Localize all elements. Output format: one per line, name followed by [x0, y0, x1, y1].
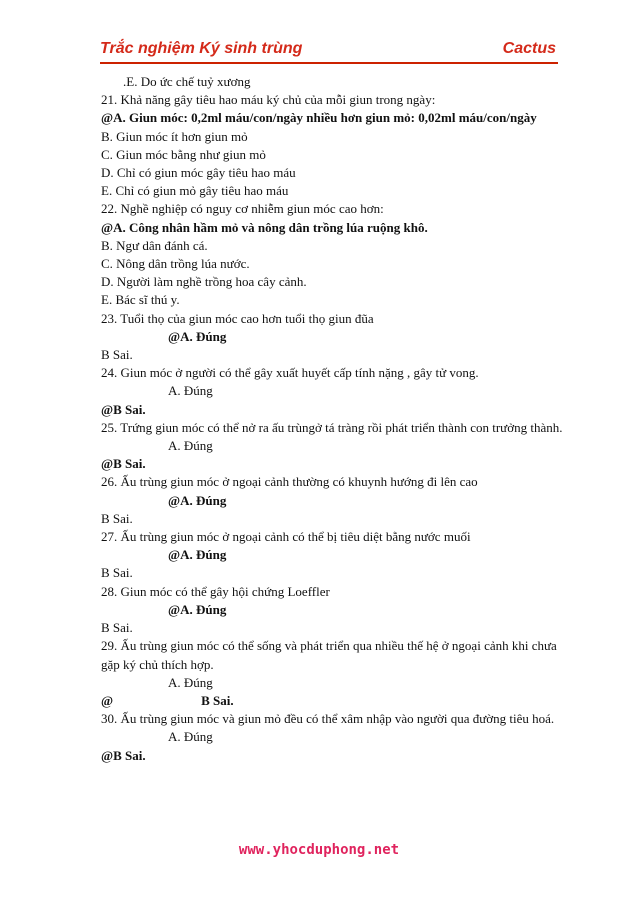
answer-option: B Sai. [101, 510, 133, 526]
question-21: 21. Khả năng gây tiêu hao máu ký chủ của mỗi giun trong ngày: [101, 92, 436, 108]
answer-option: A. Đúng [168, 383, 213, 399]
page-header [100, 40, 558, 64]
answer-option: A. Đúng [168, 674, 213, 690]
answer-option: C. Giun móc bằng như giun mỏ [101, 146, 266, 162]
answer-option: C. Nông dân trồng lúa nước. [101, 256, 250, 272]
correct-answer: @A. Công nhân hầm mỏ và nông dân trồng lúa ruộng khô. [101, 219, 428, 235]
correct-answer: @B Sai. [101, 456, 146, 472]
correct-answer: @B Sai. [101, 401, 146, 417]
question-24: 24. Giun móc ở người có thể gây xuất huyết cấp tính nặng , gây tử vong. [101, 365, 479, 381]
answer-option: B Sai. [101, 565, 133, 581]
document-body [101, 73, 571, 765]
answer-option: B Sai. [101, 347, 133, 363]
document-author: Cactus [502, 40, 556, 57]
answer-option: A. Đúng [168, 438, 213, 454]
website-link[interactable]: www.yhocduphong.net [238, 842, 400, 858]
answer-option: E. Chỉ có giun mỏ gây tiêu hao máu [101, 183, 289, 199]
answer-option: B Sai. [101, 620, 133, 636]
correct-answer: @A. Giun móc: 0,2ml máu/con/ngày nhiều hơn giun mỏ: 0,02ml máu/con/ngày [101, 110, 537, 126]
correct-answer-line [101, 692, 571, 710]
answer-option: D. Người làm nghề trồng hoa cây cảnh. [101, 274, 307, 290]
question-26: 26. Ấu trùng giun móc ở ngoại cảnh thường có khuynh hướng đi lên cao [101, 474, 478, 490]
question-25: 25. Trứng giun móc có thể nở ra ấu trùngở tá tràng rồi phát triển thành con trưởng thành. [101, 419, 563, 435]
correct-answer: B Sai. [201, 692, 234, 708]
question-23: 23. Tuổi thọ của giun móc cao hơn tuổi thọ giun đũa [101, 310, 374, 326]
question-29: 29. Ấu trùng giun móc có thể sống và phát triển qua nhiều thế hệ ở ngoại cảnh khi chưa gặp ký chủ thích hợp. [101, 638, 557, 672]
correct-marker: @ [101, 692, 114, 708]
question-22: 22. Nghề nghiệp có nguy cơ nhiễm giun móc cao hơn: [101, 201, 384, 217]
question-28: 28. Giun móc có thể gây hội chứng Loeffler [101, 583, 330, 599]
answer-option: D. Chỉ có giun móc gây tiêu hao máu [101, 165, 296, 181]
question-27: 27. Ấu trùng giun móc ở ngoại cảnh có thể bị tiêu diệt bằng nước muối [101, 529, 471, 545]
correct-answer: @A. Đúng [168, 601, 227, 617]
correct-answer: @A. Đúng [168, 547, 227, 563]
answer-option: .E. Do ức chế tuỷ xương [123, 74, 251, 89]
answer-option: A. Đúng [168, 729, 213, 745]
answer-option: B. Giun móc ít hơn giun mỏ [101, 128, 248, 144]
correct-answer: @B Sai. [101, 747, 146, 763]
correct-answer: @A. Đúng [168, 328, 227, 344]
answer-option: B. Ngư dân đánh cá. [101, 237, 208, 253]
correct-answer: @A. Đúng [168, 492, 227, 508]
question-30: 30. Ấu trùng giun móc và giun mỏ đều có thể xâm nhập vào người qua đường tiêu hoá. [101, 711, 555, 727]
answer-option: E. Bác sĩ thú y. [101, 292, 180, 308]
document-title: Trắc nghiệm Ký sinh trùng [100, 40, 303, 57]
